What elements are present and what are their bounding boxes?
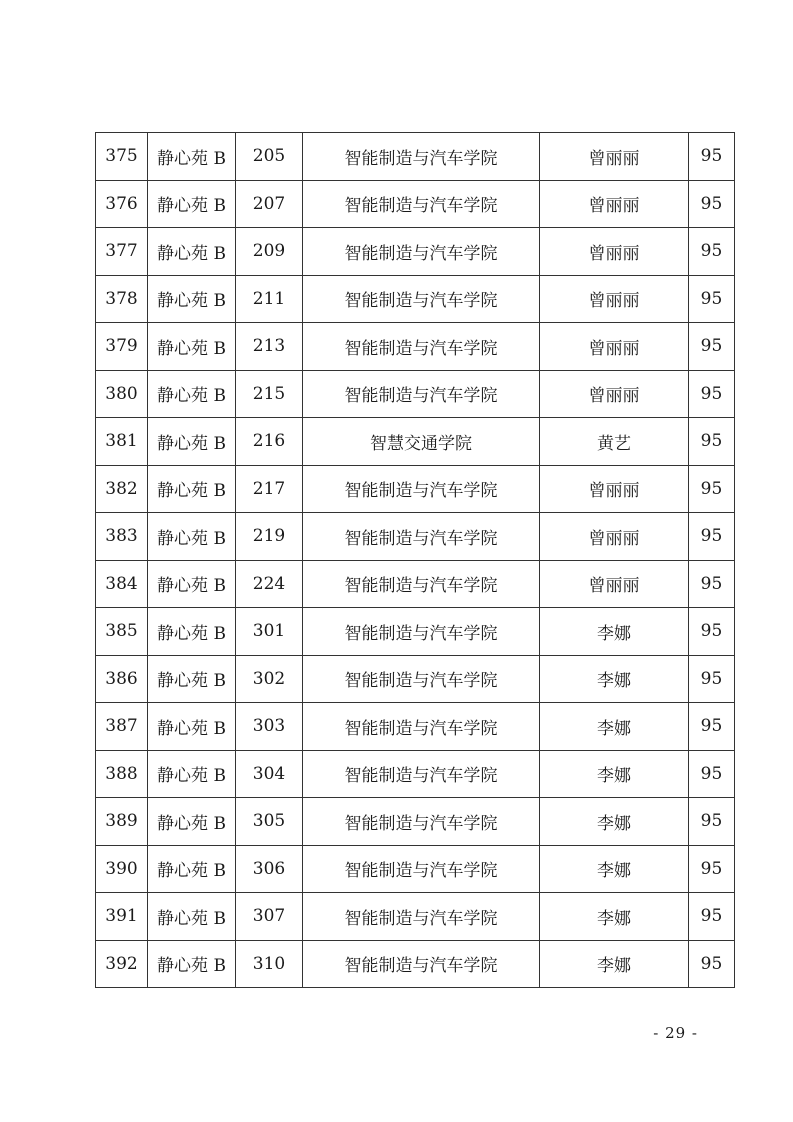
person-cell: 李娜	[540, 940, 689, 988]
table-row	[96, 133, 735, 181]
building-cell: 静心苑 B	[148, 703, 236, 751]
building-cell: 静心苑 B	[148, 845, 236, 893]
person-cell: 李娜	[540, 608, 689, 656]
building-cell: 静心苑 B	[148, 133, 236, 181]
score-cell: 95	[689, 370, 735, 418]
score-cell: 95	[689, 703, 735, 751]
building-cell: 静心苑 B	[148, 655, 236, 703]
person-cell: 曾丽丽	[540, 180, 689, 228]
room-number-cell: 306	[236, 845, 303, 893]
row-index-cell: 376	[96, 180, 148, 228]
row-index-cell: 383	[96, 513, 148, 561]
building-cell: 静心苑 B	[148, 370, 236, 418]
room-number-cell: 207	[236, 180, 303, 228]
row-index-cell: 384	[96, 560, 148, 608]
table-row	[96, 940, 735, 988]
college-cell: 智能制造与汽车学院	[303, 323, 540, 371]
table-row	[96, 655, 735, 703]
building-cell: 静心苑 B	[148, 608, 236, 656]
person-cell: 曾丽丽	[540, 560, 689, 608]
table-row	[96, 418, 735, 466]
building-cell: 静心苑 B	[148, 560, 236, 608]
building-cell: 静心苑 B	[148, 465, 236, 513]
score-cell: 95	[689, 655, 735, 703]
score-cell: 95	[689, 608, 735, 656]
score-cell: 95	[689, 940, 735, 988]
room-number-cell: 219	[236, 513, 303, 561]
score-cell: 95	[689, 513, 735, 561]
table-row	[96, 608, 735, 656]
college-cell: 智能制造与汽车学院	[303, 560, 540, 608]
score-cell: 95	[689, 560, 735, 608]
table-row	[96, 180, 735, 228]
person-cell: 李娜	[540, 798, 689, 846]
person-cell: 曾丽丽	[540, 465, 689, 513]
college-cell: 智能制造与汽车学院	[303, 750, 540, 798]
table-row	[96, 560, 735, 608]
college-cell: 智能制造与汽车学院	[303, 798, 540, 846]
score-cell: 95	[689, 275, 735, 323]
score-cell: 95	[689, 893, 735, 941]
college-cell: 智能制造与汽车学院	[303, 893, 540, 941]
score-cell: 95	[689, 418, 735, 466]
score-cell: 95	[689, 845, 735, 893]
score-cell: 95	[689, 465, 735, 513]
score-cell: 95	[689, 180, 735, 228]
table-row	[96, 465, 735, 513]
room-number-cell: 216	[236, 418, 303, 466]
score-cell: 95	[689, 228, 735, 276]
row-index-cell: 377	[96, 228, 148, 276]
building-cell: 静心苑 B	[148, 418, 236, 466]
person-cell: 李娜	[540, 893, 689, 941]
score-cell: 95	[689, 133, 735, 181]
college-cell: 智能制造与汽车学院	[303, 465, 540, 513]
college-cell: 智能制造与汽车学院	[303, 180, 540, 228]
college-cell: 智能制造与汽车学院	[303, 940, 540, 988]
row-index-cell: 391	[96, 893, 148, 941]
college-cell: 智能制造与汽车学院	[303, 275, 540, 323]
building-cell: 静心苑 B	[148, 323, 236, 371]
college-cell: 智能制造与汽车学院	[303, 513, 540, 561]
row-index-cell: 380	[96, 370, 148, 418]
person-cell: 曾丽丽	[540, 513, 689, 561]
dormitory-table	[95, 132, 735, 988]
room-number-cell: 303	[236, 703, 303, 751]
person-cell: 黄艺	[540, 418, 689, 466]
room-number-cell: 310	[236, 940, 303, 988]
college-cell: 智能制造与汽车学院	[303, 133, 540, 181]
building-cell: 静心苑 B	[148, 940, 236, 988]
person-cell: 李娜	[540, 655, 689, 703]
college-cell: 智能制造与汽车学院	[303, 703, 540, 751]
row-index-cell: 388	[96, 750, 148, 798]
row-index-cell: 386	[96, 655, 148, 703]
row-index-cell: 378	[96, 275, 148, 323]
row-index-cell: 385	[96, 608, 148, 656]
row-index-cell: 389	[96, 798, 148, 846]
building-cell: 静心苑 B	[148, 893, 236, 941]
table-row	[96, 228, 735, 276]
row-index-cell: 382	[96, 465, 148, 513]
person-cell: 曾丽丽	[540, 228, 689, 276]
room-number-cell: 305	[236, 798, 303, 846]
score-cell: 95	[689, 798, 735, 846]
row-index-cell: 387	[96, 703, 148, 751]
room-number-cell: 307	[236, 893, 303, 941]
college-cell: 智能制造与汽车学院	[303, 228, 540, 276]
person-cell: 曾丽丽	[540, 323, 689, 371]
row-index-cell: 379	[96, 323, 148, 371]
row-index-cell: 390	[96, 845, 148, 893]
building-cell: 静心苑 B	[148, 798, 236, 846]
person-cell: 曾丽丽	[540, 133, 689, 181]
person-cell: 曾丽丽	[540, 370, 689, 418]
table-body	[96, 133, 735, 988]
table-row	[96, 703, 735, 751]
room-number-cell: 301	[236, 608, 303, 656]
building-cell: 静心苑 B	[148, 750, 236, 798]
table-row	[96, 370, 735, 418]
room-number-cell: 224	[236, 560, 303, 608]
college-cell: 智能制造与汽车学院	[303, 845, 540, 893]
room-number-cell: 211	[236, 275, 303, 323]
person-cell: 李娜	[540, 750, 689, 798]
person-cell: 李娜	[540, 845, 689, 893]
row-index-cell: 381	[96, 418, 148, 466]
row-index-cell: 392	[96, 940, 148, 988]
room-number-cell: 217	[236, 465, 303, 513]
room-number-cell: 302	[236, 655, 303, 703]
room-number-cell: 209	[236, 228, 303, 276]
room-number-cell: 304	[236, 750, 303, 798]
building-cell: 静心苑 B	[148, 180, 236, 228]
room-number-cell: 213	[236, 323, 303, 371]
building-cell: 静心苑 B	[148, 228, 236, 276]
table-row	[96, 845, 735, 893]
college-cell: 智慧交通学院	[303, 418, 540, 466]
table-row	[96, 513, 735, 561]
building-cell: 静心苑 B	[148, 513, 236, 561]
room-number-cell: 215	[236, 370, 303, 418]
building-cell: 静心苑 B	[148, 275, 236, 323]
row-index-cell: 375	[96, 133, 148, 181]
table-row	[96, 323, 735, 371]
score-cell: 95	[689, 323, 735, 371]
table-row	[96, 798, 735, 846]
college-cell: 智能制造与汽车学院	[303, 655, 540, 703]
page-number: - 29 -	[653, 1024, 698, 1042]
room-number-cell: 205	[236, 133, 303, 181]
person-cell: 李娜	[540, 703, 689, 751]
college-cell: 智能制造与汽车学院	[303, 370, 540, 418]
table-row	[96, 750, 735, 798]
table-row	[96, 893, 735, 941]
person-cell: 曾丽丽	[540, 275, 689, 323]
table-row	[96, 275, 735, 323]
score-cell: 95	[689, 750, 735, 798]
college-cell: 智能制造与汽车学院	[303, 608, 540, 656]
